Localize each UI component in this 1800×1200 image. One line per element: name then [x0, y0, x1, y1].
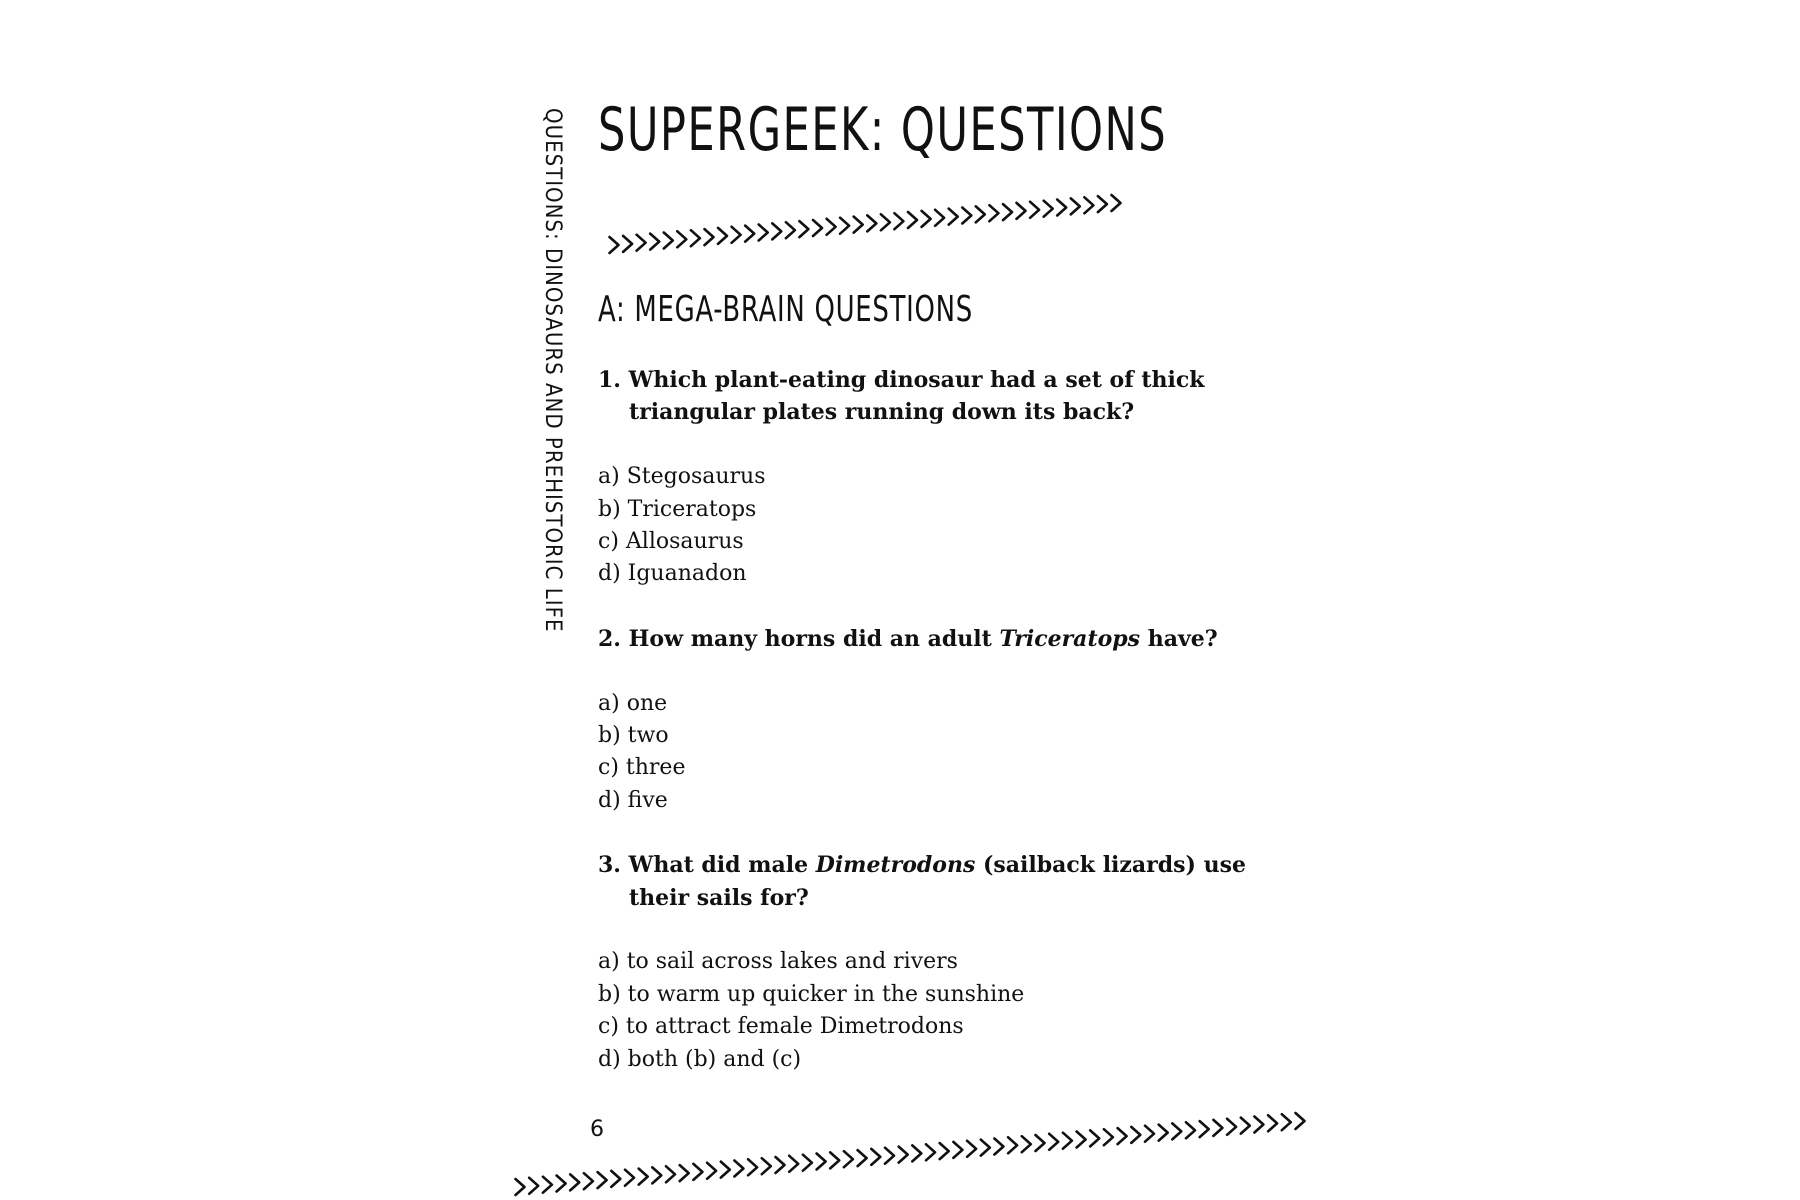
answer-option: b) two — [598, 723, 669, 749]
chevron-mark — [691, 230, 700, 246]
chevron-mark — [953, 1142, 962, 1158]
chevron-mark — [748, 1159, 757, 1175]
answer-option: b) to warm up quicker in the sunshine — [598, 981, 1025, 1007]
chevron-mark — [1186, 1122, 1195, 1138]
chevron-mark — [611, 1171, 620, 1187]
chevron-mark — [858, 1150, 867, 1166]
chevron-mark — [830, 1152, 839, 1168]
chevron-mark — [813, 220, 822, 236]
chevron-mark — [854, 217, 863, 233]
question-item — [598, 364, 1258, 591]
chevron-mark — [610, 237, 619, 253]
answer-option: d) both (b) and (c) — [598, 1046, 802, 1072]
chevron-mark — [803, 1155, 812, 1171]
question-item — [598, 849, 1258, 1076]
chevron-mark — [1145, 1126, 1154, 1142]
chevron-mark — [844, 1151, 853, 1167]
chevron-mark — [759, 225, 768, 241]
chevron-mark — [1200, 1121, 1209, 1137]
answer-option: c) three — [598, 755, 686, 781]
chevron-mark — [949, 209, 958, 225]
chevron-mark — [1098, 196, 1107, 212]
chevron-mark — [962, 208, 971, 224]
chevron-mark — [908, 212, 917, 228]
answer-option: c) to attract female Dimetrodons — [598, 1014, 964, 1040]
chevron-mark — [1071, 198, 1080, 214]
chevron-mark — [922, 211, 931, 227]
chevron-mark — [718, 228, 727, 244]
chevron-mark — [926, 1144, 935, 1160]
chevron-mark — [652, 1167, 661, 1183]
chevron-mark — [1159, 1125, 1168, 1141]
chevron-mark — [1077, 1132, 1086, 1148]
chevron-mark — [762, 1158, 771, 1174]
question-list — [598, 364, 1258, 1108]
chevron-mark — [1036, 1135, 1045, 1151]
chevron-mark — [1017, 203, 1026, 219]
answer-options — [598, 688, 1258, 818]
page-title: SUPERGEEK: QUESTIONS — [598, 95, 1168, 165]
chevron-mark — [1112, 195, 1121, 211]
chevron-mark — [516, 1179, 525, 1195]
chevron-mark — [935, 210, 944, 226]
chevron-mark — [707, 1163, 716, 1179]
chevron-mark — [639, 1169, 648, 1185]
page-number: 6 — [590, 1117, 604, 1142]
chevron-mark — [776, 1157, 785, 1173]
chevron-mark — [817, 1154, 826, 1170]
chevron-mark — [1063, 1133, 1072, 1149]
chevron-mark — [1057, 200, 1066, 216]
chevron-mark — [1049, 1134, 1058, 1150]
chevron-mark — [989, 205, 998, 221]
answer-options — [598, 946, 1258, 1076]
chevron-mark — [976, 206, 985, 222]
question-item — [598, 623, 1258, 817]
chevron-mark — [772, 223, 781, 239]
chevron-mark — [1003, 204, 1012, 220]
answer-option: b) Triceratops — [598, 496, 757, 522]
chevron-mark — [912, 1145, 921, 1161]
chevron-mark — [666, 1166, 675, 1182]
chevron-decoration-top — [600, 185, 1130, 265]
chevron-mark — [623, 236, 632, 252]
chevron-mark — [799, 221, 808, 237]
chevron-mark — [867, 215, 876, 231]
chevron-mark — [1296, 1113, 1305, 1129]
chevron-mark — [664, 233, 673, 249]
chevron-mark — [529, 1178, 538, 1194]
italic-term: Dimetrodons — [815, 852, 976, 879]
chevron-mark — [1090, 1130, 1099, 1146]
chevron-mark — [1118, 1128, 1127, 1144]
chevron-mark — [881, 214, 890, 230]
chevron-mark — [705, 229, 714, 245]
chevron-mark — [650, 234, 659, 250]
chevron-mark — [543, 1177, 552, 1193]
chevron-mark — [981, 1140, 990, 1156]
chevron-mark — [994, 1139, 1003, 1155]
chevron-mark — [1131, 1127, 1140, 1143]
chevron-mark — [732, 227, 741, 243]
chevron-mark — [1044, 201, 1053, 217]
chevron-mark — [745, 226, 754, 242]
chevron-mark — [625, 1170, 634, 1186]
question-text: 3. What did male Dimetrodons (sailback lizards) use their sails for? — [598, 852, 1246, 911]
answer-option: a) Stegosaurus — [598, 464, 766, 490]
chevron-mark — [899, 1147, 908, 1163]
answer-option: c) Allosaurus — [598, 529, 744, 555]
chevron-mark — [786, 222, 795, 238]
chevron-mark — [570, 1174, 579, 1190]
question-text: 1. Which plant-eating dinosaur had a set of thick triangular plates running down its back? — [598, 367, 1205, 426]
chevron-mark — [1008, 1137, 1017, 1153]
chevron-mark — [677, 231, 686, 247]
chevron-mark — [1022, 1136, 1031, 1152]
chevron-mark — [1241, 1118, 1250, 1134]
chevron-mark — [693, 1164, 702, 1180]
section-heading: A: MEGA-BRAIN QUESTIONS — [598, 289, 973, 330]
chevron-mark — [1030, 202, 1039, 218]
chevron-mark — [734, 1161, 743, 1177]
chevron-mark — [1172, 1123, 1181, 1139]
chevron-mark — [894, 213, 903, 229]
answer-option: d) Iguanadon — [598, 561, 747, 587]
chevron-mark — [940, 1143, 949, 1159]
chevron-mark — [637, 235, 646, 251]
chevron-mark — [584, 1173, 593, 1189]
chevron-mark — [967, 1141, 976, 1157]
chevron-decoration-bottom — [510, 1105, 1310, 1200]
answer-options — [598, 461, 1258, 591]
question-text: 2. How many horns did an adult Triceratops have? — [598, 625, 1218, 652]
chevron-mark — [840, 218, 849, 234]
chevron-mark — [598, 1172, 607, 1188]
chevron-mark — [1282, 1114, 1291, 1130]
italic-term: Triceratops — [999, 625, 1141, 652]
chevron-mark — [1213, 1120, 1222, 1136]
running-header: QUESTIONS: DINOSAURS AND PREHISTORIC LIFE — [540, 108, 565, 633]
chevron-mark — [1084, 197, 1093, 213]
answer-option: d) five — [598, 787, 668, 813]
answer-option: a) to sail across lakes and rivers — [598, 949, 958, 975]
chevron-mark — [680, 1165, 689, 1181]
chevron-mark — [557, 1176, 566, 1192]
chevron-mark — [827, 219, 836, 235]
chevron-mark — [1227, 1119, 1236, 1135]
chevron-mark — [871, 1149, 880, 1165]
chevron-mark — [789, 1156, 798, 1172]
chevron-mark — [1268, 1115, 1277, 1131]
chevron-mark — [1104, 1129, 1113, 1145]
chevron-mark — [721, 1162, 730, 1178]
answer-option: a) one — [598, 690, 668, 716]
chevron-mark — [885, 1148, 894, 1164]
chevron-mark — [1254, 1117, 1263, 1133]
